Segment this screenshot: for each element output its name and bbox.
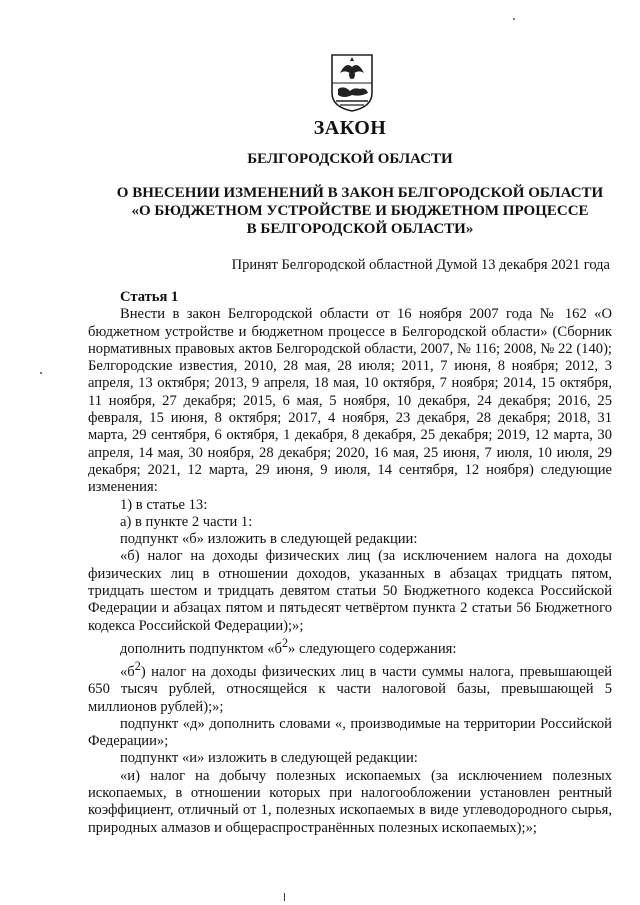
paragraph: подпункт «и» изложить в следующей редакции: (120, 750, 418, 767)
paragraph: 1) в статье 13: (120, 496, 208, 513)
paragraph: подпункт «б» изложить в следующей редакции: (120, 531, 418, 548)
adoption-note: Принят Белгородской областной Думой 13 декабря 2021 года (231, 257, 610, 273)
paragraph: подпункт «д» дополнить словами «, производимые на территории Российской Федерации»; (88, 715, 612, 750)
paragraph (88, 635, 612, 658)
document-type-title: ЗАКОН (313, 117, 387, 139)
law-body (88, 289, 612, 837)
scan-speck (40, 372, 42, 374)
superscript: 2 (134, 659, 141, 674)
text-run: » следующего содержания: (288, 640, 457, 657)
text-run: ) налог на доходы физических лиц в части суммы налога, превышающей 650 тысяч рублей, относящейся к части налоговой базы, превышающей 5 миллионов рублей);»; (88, 663, 612, 715)
paragraph: «б) налог на доходы физических лиц (за исключением налога на доходы физических лиц в отношении доходов, указанных в абзацах тридцать пятом, тридцать шестом и тридцать девятом статьи 50 Бюджетного кодекса Российской Федерации и абзацах пятом и пятьдесят четвёртом пункта 2 статьи 56 Бюджетного кодекса Российской Федерации);»; (88, 548, 612, 634)
page-edge-mark (284, 893, 285, 901)
superscript: 2 (281, 635, 289, 650)
belgorod-coat-of-arms-icon (330, 53, 374, 113)
paragraph (88, 658, 612, 716)
scan-speck (513, 18, 515, 20)
article-heading: Статья 1 (120, 289, 179, 305)
paragraph: Внести в закон Белгородской области от 16 ноября 2007 года № 162 «О бюджетном устройстве и бюджетном процессе в Белгородской области» (Сборник нормативных правовых актов Белгородской области, 2007, № 116; 2008, № 22 (140); Белгородские известия, 2010, 28 мая, 28 июля; 2011, 7 июня, 8 ноября; 2012, 3 апреля, 13 октября; 2013, 9 апреля, 18 мая, 10 октября, 7 ноября; 2014, 15 октября, 11 ноября, 27 декабря; 2015, 6 мая, 5 ноября, 10 декабря, 24 декабря; 2016, 25 февраля, 15 июня, 8 октября; 2017, 4 ноября, 23 декабря, 28 декабря; 2018, 31 марта, 29 сентября, 6 октября, 1 декабря, 8 декабря, 25 декабря; 2019, 12 марта, 30 апреля, 14 мая, 30 ноября, 28 декабря; 2020, 16 мая, 25 июня, 7 июля, 10 июля, 29 декабря; 2021, 12 марта, 29 июня, 9 июля, 14 сентября, 12 ноября) следующие изменения: (88, 306, 612, 496)
law-heading-line: «О БЮДЖЕТНОМ УСТРОЙСТВЕ И БЮДЖЕТНОМ ПРОЦЕССЕ (131, 203, 589, 219)
region-title: БЕЛГОРОДСКОЙ ОБЛАСТИ (247, 151, 453, 167)
text-run: дополнить подпунктом «б (120, 640, 282, 657)
law-heading (100, 184, 620, 238)
paragraph: «и) налог на добычу полезных ископаемых (за исключением полезных ископаемых, в отношении которых при налогообложении установлен рентный коэффициент, отличный от 1, полезных ископаемых в виде углеводородного сырья, природных алмазов и общераспространённых полезных ископаемых);»; (88, 767, 612, 836)
text-run: «б (120, 663, 135, 680)
law-heading-line: В БЕЛГОРОДСКОЙ ОБЛАСТИ» (246, 221, 474, 237)
law-heading-line: О ВНЕСЕНИИ ИЗМЕНЕНИЙ В ЗАКОН БЕЛГОРОДСКОЙ ОБЛАСТИ (116, 185, 604, 201)
paragraph: а) в пункте 2 части 1: (120, 513, 253, 530)
